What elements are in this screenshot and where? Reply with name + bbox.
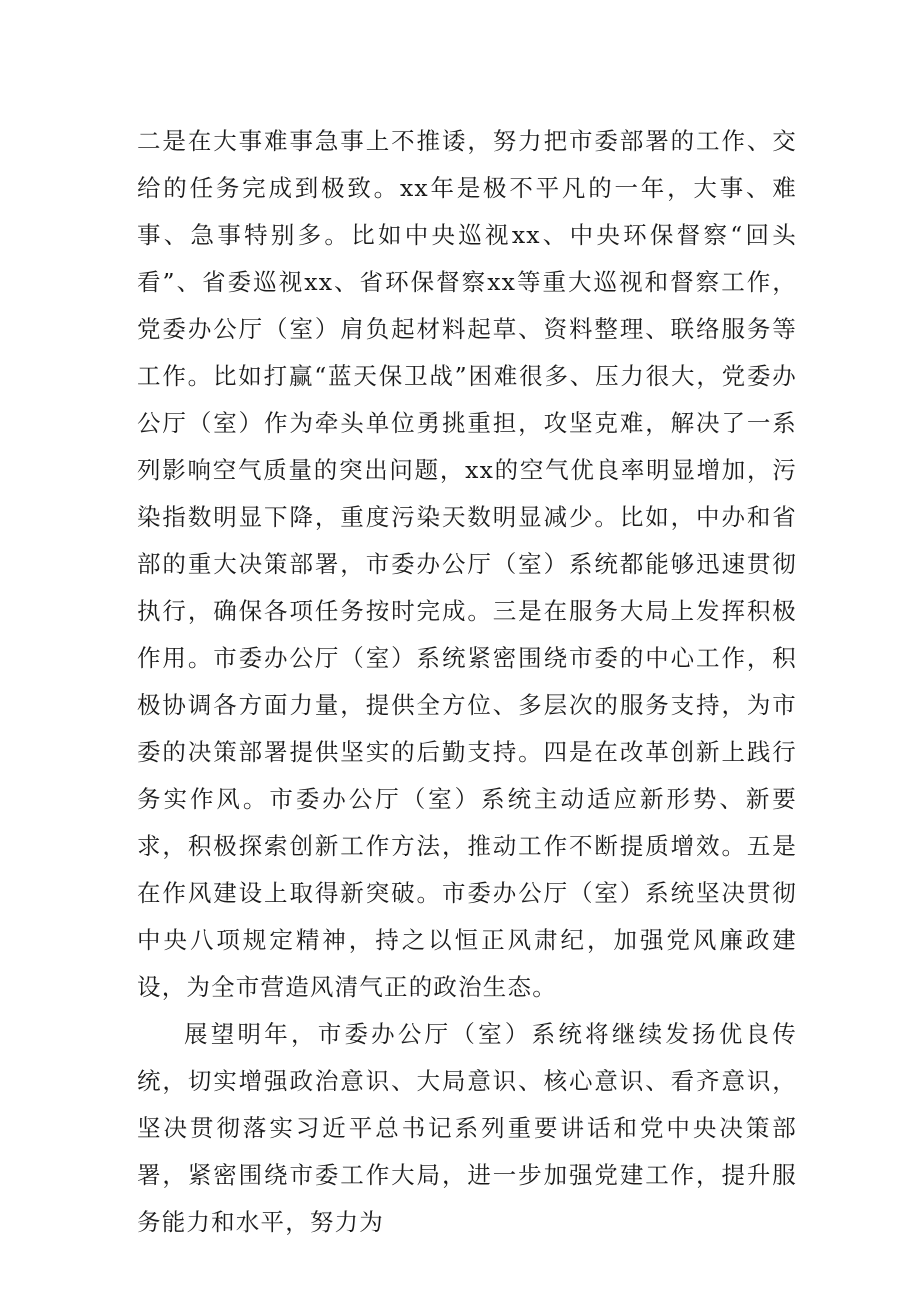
paragraph-work-achievements: 二是在大事难事急事上不推诿，努力把市委部署的工作、交给的任务完成到极致。xx年是极不平凡的一年，大事、难事、急事特别多。比如中央巡视xx、中央环保督察“回头看”、省委巡视xx、省环保督察xx等重大巡视和督察工作，党委办公厅（室）肩负起材料起草、资料整理、联络服务等工作。比如打赢“蓝天保卫战”困难很多、压力很大，党委办公厅（室）作为牵头单位勇挑重担，攻坚克难，解决了一系列影响空气质量的突出问题，xx的空气优良率明显增加，污染指数明显下降，重度污染天数明显减少。比如，中办和省部的重大决策部署，市委办公厅（室）系统都能够迅速贯彻执行，确保各项任务按时完成。三是在服务大局上发挥积极作用。市委办公厅（室）系统紧密围绕市委的中心工作，积极协调各方面力量，提供全方位、多层次的服务支持，为市委的决策部署提供坚实的后勤支持。四是在改革创新上践行务实作风。市委办公厅（室）系统主动适应新形势、新要求，积极探索创新工作方法，推动工作不断提质增效。五是在作风建设上取得新突破。市委办公厅（室）系统坚决贯彻中央八项规定精神，持之以恒正风肃纪，加强党风廉政建设，为全市营造风清气正的政治生态。 <box>137 127 797 1001</box>
document-body <box>137 118 797 1246</box>
paragraph-outlook: 展望明年，市委办公厅（室）系统将继续发扬优良传统，切实增强政治意识、大局意识、核心意识、看齐意识，坚决贯彻落实习近平总书记系列重要讲话和党中央决策部署，紧密围绕市委工作大局，进一步加强党建工作，提升服务能力和水平，努力为 <box>137 1020 797 1236</box>
